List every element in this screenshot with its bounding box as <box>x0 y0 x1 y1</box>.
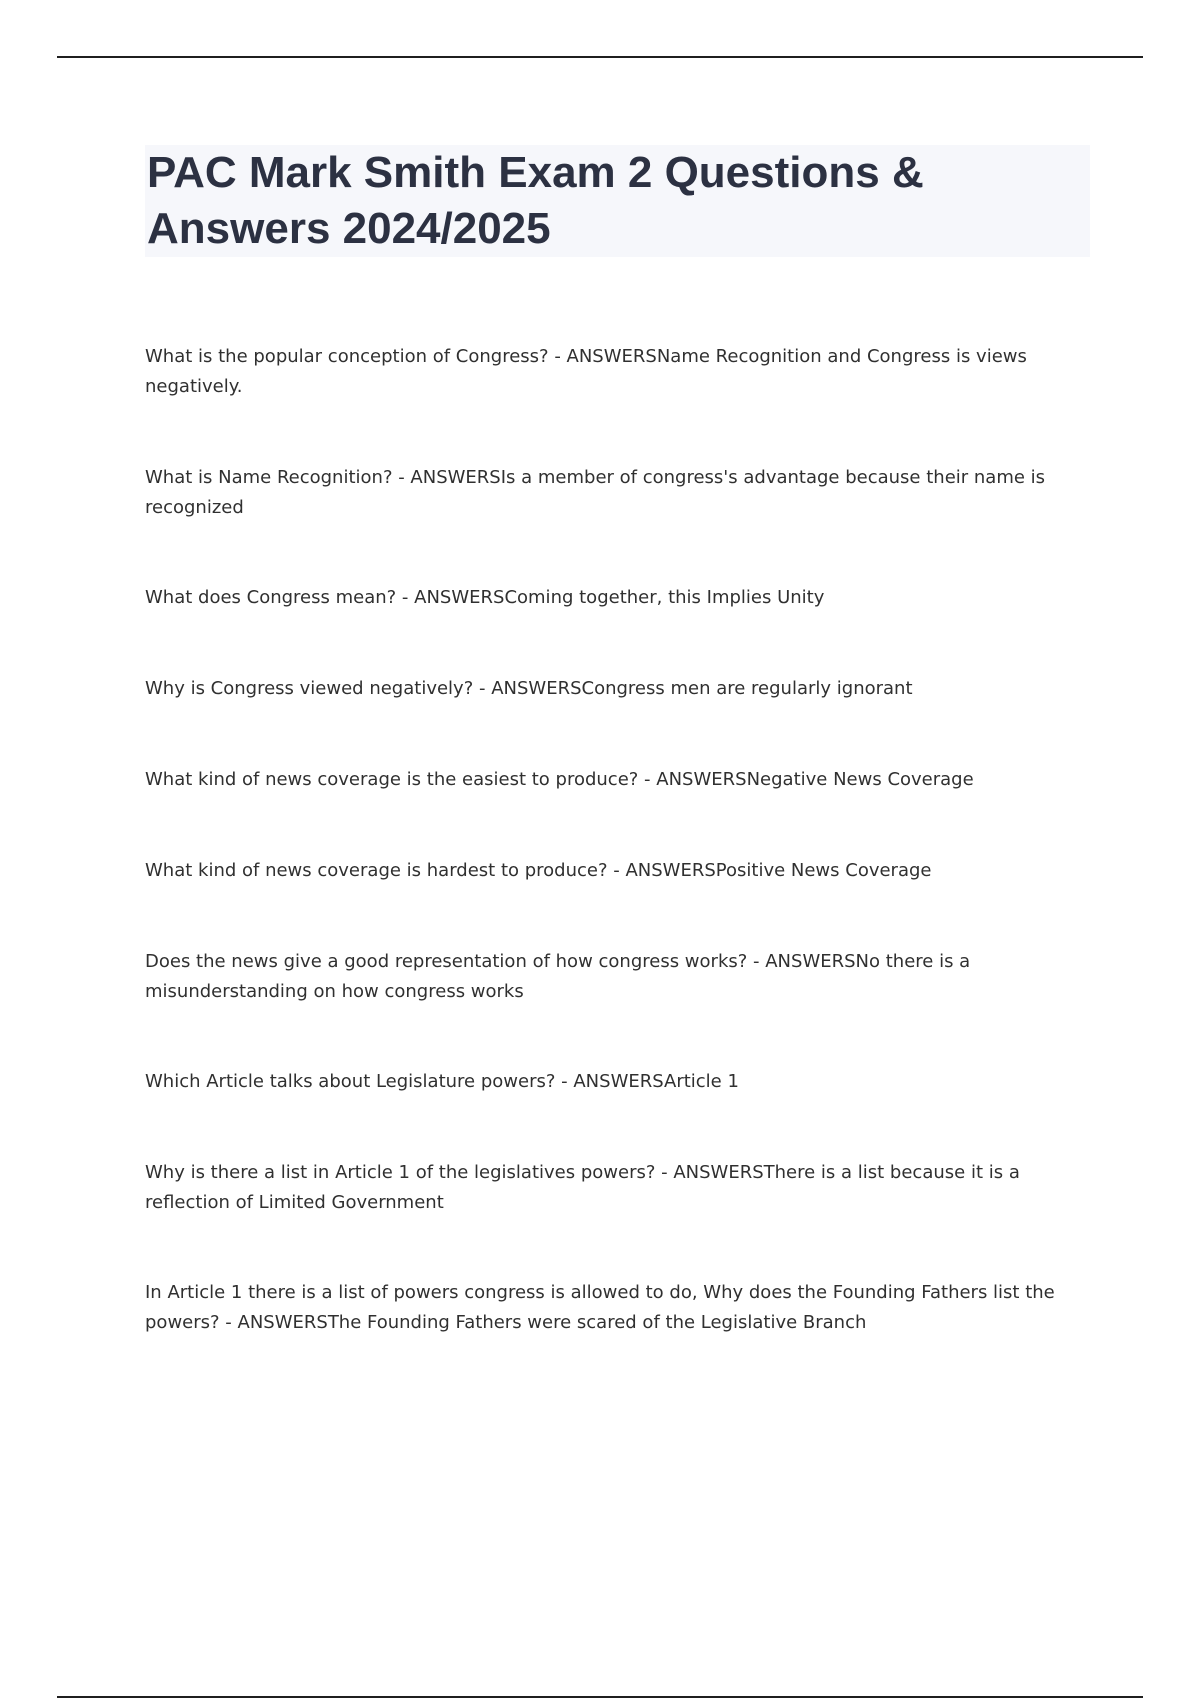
qa-item: What is the popular conception of Congress? - ANSWERSName Recognition and Congress is views negatively. <box>145 346 1027 397</box>
document-title: PAC Mark Smith Exam 2 Questions & Answers 2024/2025 <box>147 148 924 253</box>
qa-item: What kind of news coverage is the easiest to produce? - ANSWERSNegative News Coverage <box>145 769 974 790</box>
qa-item: What does Congress mean? - ANSWERSComing together, this Implies Unity <box>145 587 825 608</box>
qa-item: What is Name Recognition? - ANSWERSIs a member of congress's advantage because their name is recognized <box>145 467 1046 518</box>
qa-item: Why is there a list in Article 1 of the legislatives powers? - ANSWERSThere is a list because it is a reflection of Limited Government <box>145 1162 1020 1213</box>
qa-item: In Article 1 there is a list of powers congress is allowed to do, Why does the Founding Fathers list the powers? - ANSWERSThe Founding Fathers were scared of the Legislative Branch <box>145 1282 1055 1333</box>
top-rule <box>57 56 1143 58</box>
bottom-rule <box>57 1696 1143 1698</box>
qa-item: Why is Congress viewed negatively? - ANSWERSCongress men are regularly ignorant <box>145 678 913 699</box>
qa-item: Which Article talks about Legislature powers? - ANSWERSArticle 1 <box>145 1071 739 1092</box>
qa-item: Does the news give a good representation of how congress works? - ANSWERSNo there is a misunderstanding on how congress works <box>145 951 971 1002</box>
qa-item: What kind of news coverage is hardest to produce? - ANSWERSPositive News Coverage <box>145 860 932 881</box>
title-banner <box>145 145 1090 257</box>
